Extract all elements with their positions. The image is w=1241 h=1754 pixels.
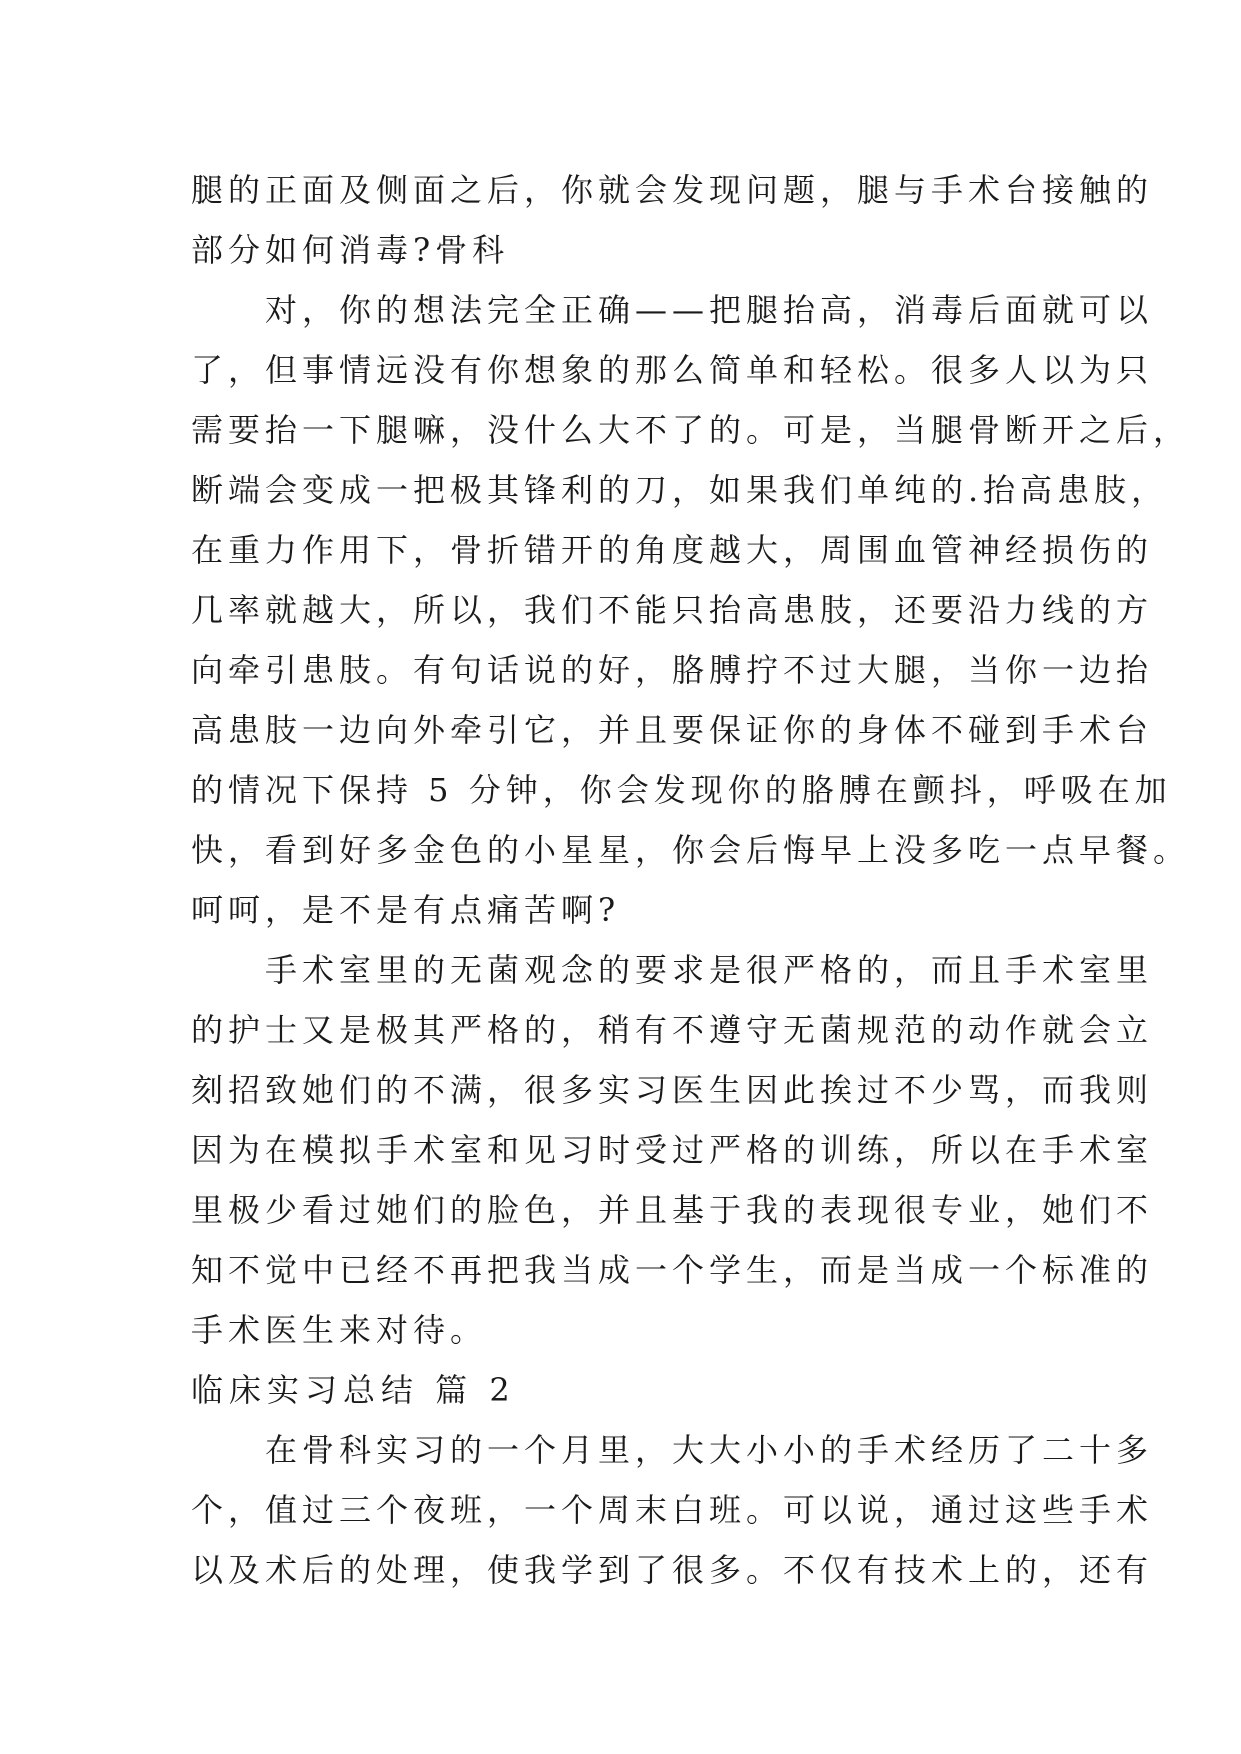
document-body [191, 160, 1191, 1600]
text-line: 快，看到好多金色的小星星，你会后悔早上没多吃一点早餐。 [191, 831, 1191, 869]
text-line: 几率就越大，所以，我们不能只抬高患肢，还要沿力线的方 [191, 591, 1154, 629]
text-line: 以及术后的处理，使我学到了很多。不仅有技术上的，还有 [191, 1551, 1154, 1589]
text-line: 高患肢一边向外牵引它，并且要保证你的身体不碰到手术台 [191, 711, 1154, 749]
text-line: 手术室里的无菌观念的要求是很严格的，而且手术室里 [191, 951, 1154, 989]
text-line: 在骨科实习的一个月里，大大小小的手术经历了二十多 [191, 1431, 1154, 1469]
text-line: 在重力作用下，骨折错开的角度越大，周围血管神经损伤的 [191, 531, 1154, 569]
section-heading: 临床实习总结 篇 2 [191, 1371, 516, 1409]
text-line: 对，你的想法完全正确——把腿抬高，消毒后面就可以 [191, 291, 1154, 329]
text-line: 腿的正面及侧面之后，你就会发现问题，腿与手术台接触的 [191, 171, 1154, 209]
text-line: 因为在模拟手术室和见习时受过严格的训练，所以在手术室 [191, 1131, 1154, 1169]
text-line: 手术医生来对待。 [191, 1311, 488, 1349]
text-line: 部分如何消毒?骨科 [191, 231, 510, 269]
text-line: 了，但事情远没有你想象的那么简单和轻松。很多人以为只 [191, 351, 1154, 389]
text-line: 里极少看过她们的脸色，并且基于我的表现很专业，她们不 [191, 1191, 1154, 1229]
text-line: 的情况下保持 5 分钟，你会发现你的胳膊在颤抖，呼吸在加 [191, 771, 1172, 809]
text-line: 个，值过三个夜班，一个周末白班。可以说，通过这些手术 [191, 1491, 1154, 1529]
text-line: 刻招致她们的不满，很多实习医生因此挨过不少骂，而我则 [191, 1071, 1154, 1109]
text-line: 知不觉中已经不再把我当成一个学生，而是当成一个标准的 [191, 1251, 1154, 1289]
text-line: 向牵引患肢。有句话说的好，胳膊拧不过大腿，当你一边抬 [191, 651, 1154, 689]
text-line: 的护士又是极其严格的，稍有不遵守无菌规范的动作就会立 [191, 1011, 1154, 1049]
text-line: 需要抬一下腿嘛，没什么大不了的。可是，当腿骨断开之后， [191, 411, 1191, 449]
text-line: 呵呵，是不是有点痛苦啊? [191, 891, 621, 929]
text-line: 断端会变成一把极其锋利的刀，如果我们单纯的.抬高患肢， [191, 471, 1169, 509]
